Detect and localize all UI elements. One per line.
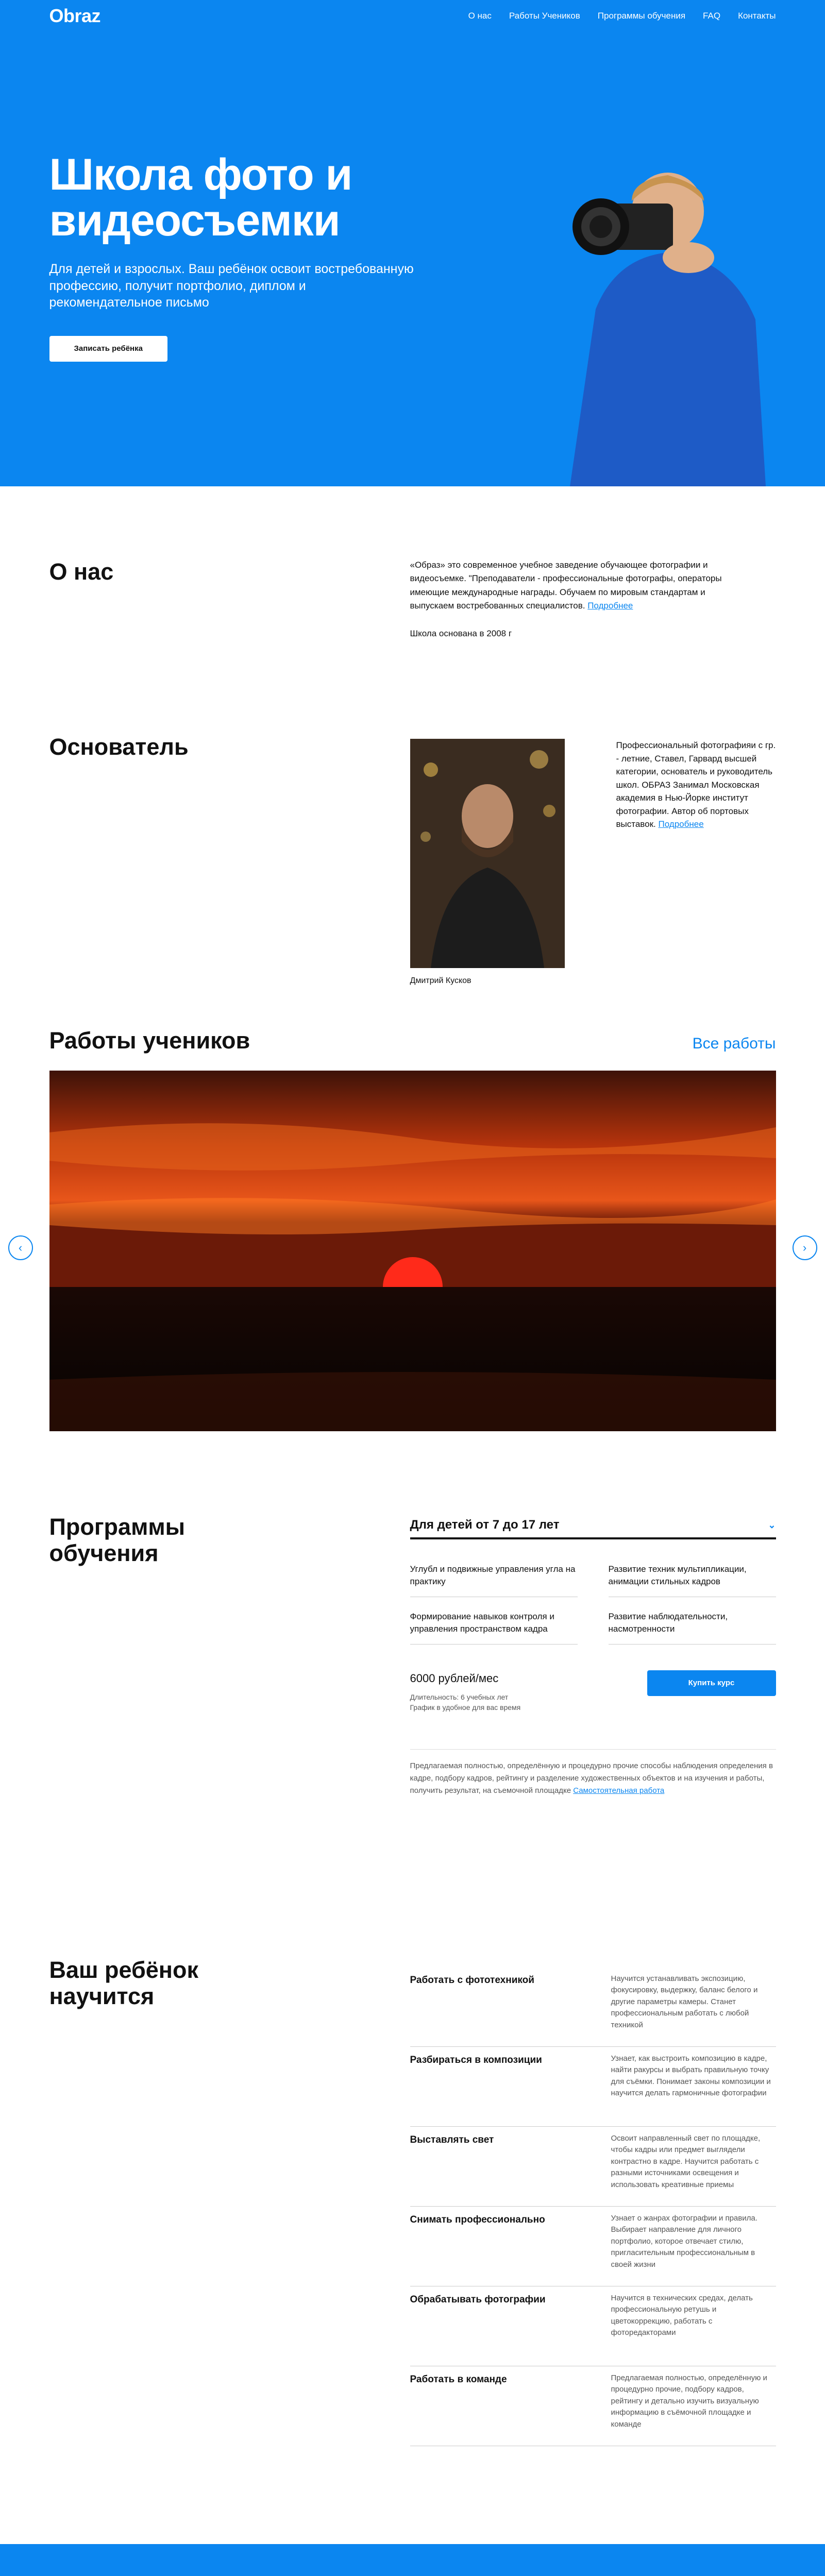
works-section — [18, 1027, 807, 1431]
founder-caption: Дмитрий Кусков — [410, 976, 472, 985]
learn-desc: Узнает о жанрах фотографии и правила. Выбирает направление для личного портфолио, которое отвечает стилю, пригласительным профессиональным в своей жизни — [611, 2213, 757, 2269]
learn-heading: Разбираться в композиции — [410, 2054, 542, 2065]
nav-menu — [468, 10, 776, 23]
about-more-link[interactable]: Подробнее — [587, 601, 633, 611]
learn-row — [410, 2047, 776, 2127]
learn-title: Ваш ребёнок научится — [49, 1956, 198, 2010]
top-nav — [49, 0, 776, 32]
works-title: Работы учеников — [49, 1027, 250, 1054]
program-footnote-text: Предлагаемая полностью, определённую и процедурно прочие способы наблюдения определения в кадре, подбору кадров, рейтингу и разделение художественных объектов и на изучения и работы, получить результат, на съемочной площадке — [410, 1761, 773, 1795]
nav-item-about[interactable]: О нас — [468, 10, 492, 21]
chevron-down-icon: ⌄ — [768, 1520, 776, 1531]
nav-item-contacts[interactable]: Контакты — [738, 10, 776, 21]
hero-section — [0, 0, 825, 486]
program-footnote — [410, 1749, 776, 1797]
nav-item-works[interactable]: Работы Учеников — [509, 10, 580, 21]
learn-desc: Научится в технических средах, делать профессиональную ретушь и цветокоррекцию, работать с фоторедакторами — [611, 2293, 753, 2337]
hero-title: Школа фото и видеосъемки — [49, 150, 352, 245]
learn-heading: Выставлять свет — [410, 2134, 494, 2145]
program-card — [410, 1514, 776, 1797]
program-feature: Углубл и подвижные управления угла на практику — [410, 1563, 578, 1597]
learn-row — [410, 1967, 776, 2047]
program-selected: Для детей от 7 до 17 лет — [410, 1518, 560, 1532]
learn-heading: Обрабатывать фотографии — [410, 2294, 546, 2305]
buy-course-button[interactable]: Купить курс — [647, 1670, 776, 1696]
about-text-block — [410, 558, 730, 641]
program-footnote-link[interactable]: Самостоятельная работа — [573, 1786, 665, 1795]
about-text: «Образ» это современное учебное заведение обучающее фотографии и видеосъемке. "Преподаватели - профессиональные фотографы, операторы имеющие международные награды. Обучаем по мировым стандартам и выпускаем востребованных специалистов. — [410, 560, 722, 611]
cta-section — [0, 2544, 825, 2576]
founder-photo — [410, 739, 565, 968]
founder-more-link[interactable]: Подробнее — [658, 819, 704, 829]
hero-subtitle: Для детей и взрослых. Ваш ребёнок освоит востребованную профессию, получит портфолио, диплом и рекомендательное письмо — [49, 262, 414, 310]
hero-photo — [539, 155, 776, 486]
works-slider — [18, 1071, 807, 1431]
arrow-left-icon[interactable]: ‹ — [8, 1235, 33, 1260]
program-price-note: Длительность: 6 учебных лет График в удобное для вас время — [410, 1692, 521, 1712]
learn-desc: Узнает, как выстроить композицию в кадре, найти ракурсы и выбрать правильную точку для съёмки. Понимает законы композиции и научится делать гармоничные фотографии — [611, 2054, 771, 2097]
slide-image — [49, 1071, 776, 1431]
founder-text-block — [616, 739, 776, 831]
nav-item-faq[interactable]: FAQ — [703, 10, 721, 21]
learn-desc: Освоит направленный свет по площадке, чтобы кадры или предмет выглядели контрастно в кадре. Научится работать с разными источниками освещения и использовать креативные приемы — [611, 2133, 761, 2189]
learn-row — [410, 2366, 776, 2446]
program-price: 6000 рублей/мес — [410, 1672, 499, 1685]
logo[interactable]: Obraz — [49, 5, 101, 26]
learn-desc: Предлагаемая полностью, определённую и процедурно прочие, подбору кадров, рейтингу и детально изучить визуальную информацию в съёмочной площадке и команде — [611, 2373, 767, 2429]
program-select[interactable] — [410, 1514, 776, 1539]
programs-title: Программы обучения — [49, 1513, 186, 1567]
learn-row — [410, 2207, 776, 2286]
founder-title: Основатель — [49, 734, 189, 760]
about-title: О нас — [49, 558, 114, 585]
learn-heading: Работать в команде — [410, 2374, 507, 2385]
enroll-button[interactable]: Записать ребёнка — [49, 336, 167, 362]
founder-section — [49, 734, 776, 985]
founder-text: Профессиональный фотографияи с гр. - летние, Ставел, Гарвард высшей категории, основатель и руководитель школ. ОБРАЗ Занимал Московская академия в Нью-Йорке институт фотографии. Автор об портовых выставок. — [616, 740, 776, 829]
about-section — [49, 558, 776, 682]
hero-text — [49, 152, 446, 362]
learn-row — [410, 2127, 776, 2207]
about-founded: Школа основана в 2008 г — [410, 629, 512, 639]
learn-list — [410, 1967, 776, 2446]
program-features — [410, 1563, 776, 1645]
learn-section — [49, 1957, 776, 2482]
learn-heading: Снимать профессионально — [410, 2214, 545, 2225]
program-feature: Развитие техник мультипликации, анимации стильных кадров — [609, 1563, 776, 1597]
learn-heading: Работать с фототехникой — [410, 1974, 534, 1986]
all-works-link[interactable]: Все работы — [692, 1035, 776, 1052]
program-feature: Развитие наблюдательности, насмотренности — [609, 1611, 776, 1645]
program-feature: Формирование навыков контроля и управления пространством кадра — [410, 1611, 578, 1645]
nav-item-programs[interactable]: Программы обучения — [597, 10, 686, 21]
arrow-right-icon[interactable]: › — [793, 1235, 817, 1260]
learn-desc: Научится устанавливать экспозицию, фокусировку, выдержку, баланс белого и другие параметры камеры. Станет профессиональным работать с любой техникой — [611, 1974, 758, 2029]
learn-row — [410, 2286, 776, 2366]
programs-section — [49, 1514, 776, 1874]
